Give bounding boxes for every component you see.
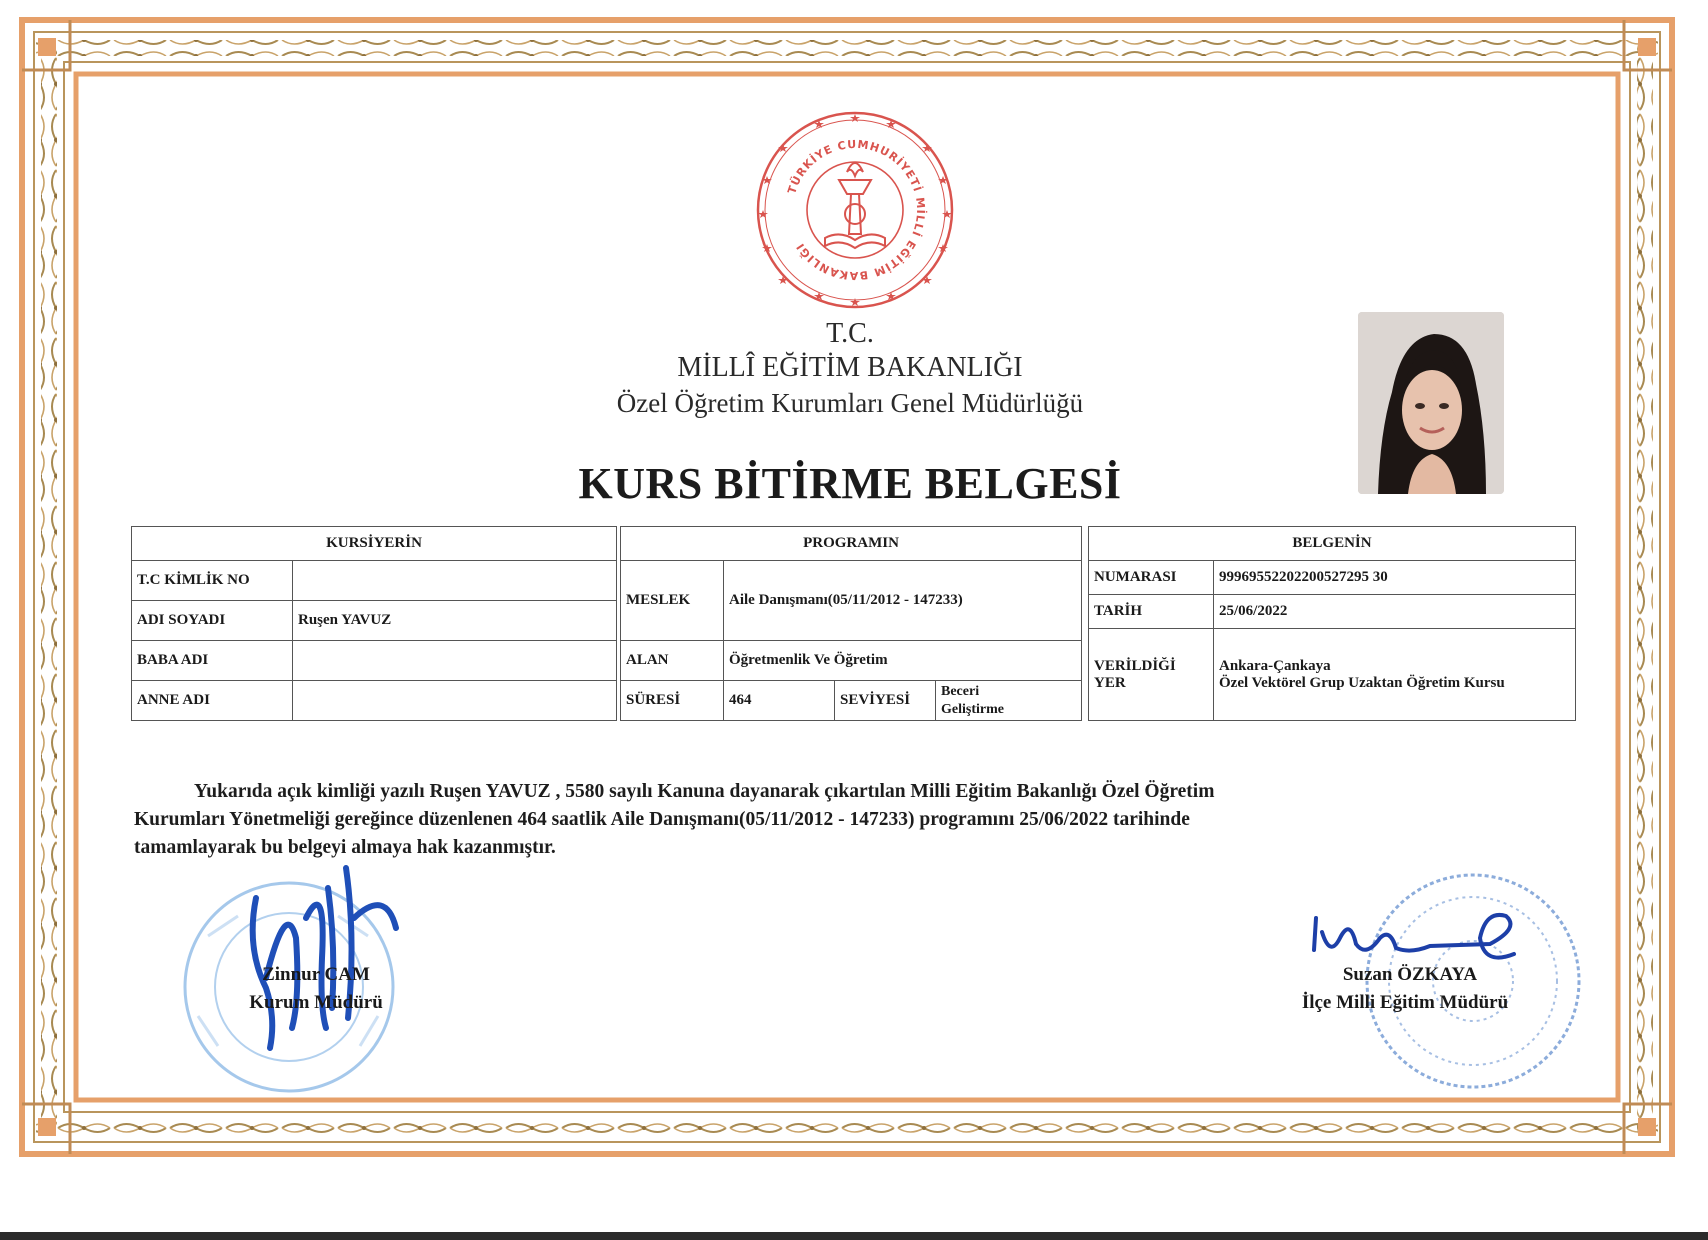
program-table [620, 526, 1082, 721]
signature-left [236, 858, 406, 1058]
header-ministry: MİLLÎ EĞİTİM BAKANLIĞI [677, 352, 1023, 383]
level-value-line2: Geliştirme [941, 701, 1004, 717]
level-label: SEVİYESİ [835, 681, 936, 721]
field-label: ALAN [621, 641, 724, 681]
place-label-line1: VERİLDİĞİ [1094, 657, 1176, 674]
place-value-line2: Özel Vektörel Grup Uzaktan Öğretim Kursu [1219, 674, 1505, 691]
statement-line3: tamamlayarak bu belgeyi almaya hak kazanmıştır. [134, 837, 556, 858]
right-signer-title: İlçe Milli Eğitim Müdürü [1301, 992, 1509, 1013]
certificate-heading: BELGENİN [1089, 527, 1576, 561]
left-signer-name: Zinnur CAM [262, 964, 370, 985]
certificate-statement [134, 778, 1574, 862]
program-heading: PROGRAMIN [621, 527, 1082, 561]
father-value [293, 641, 617, 681]
trainee-heading: KURSİYERİN [132, 527, 617, 561]
statement-line1 [134, 778, 1574, 806]
tc-value [293, 561, 617, 601]
portrait-photo [1358, 312, 1504, 494]
header-tc: T.C. [826, 318, 874, 349]
field-value: Öğretmenlik Ve Öğretim [724, 641, 1082, 681]
trainee-table [131, 526, 617, 721]
mother-value [293, 681, 617, 721]
duration-label: SÜRESİ [621, 681, 724, 721]
number-value: 99969552202200527295 30 [1214, 561, 1576, 595]
name-label: ADI SOYADI [132, 601, 293, 641]
number-label: NUMARASI [1089, 561, 1214, 595]
date-label: TARİH [1089, 595, 1214, 629]
left-signer-title: Kurum Müdürü [249, 992, 383, 1013]
statement-line1-text: Yukarıda açık kimliği yazılı Ruşen YAVUZ , 5580 sayılı Kanuna dayanarak çıkartılan Milli Eğitim Bakanlığı Özel Öğretim [194, 781, 1215, 802]
tc-label: T.C KİMLİK NO [132, 561, 293, 601]
document-title: KURS BİTİRME BELGESİ [578, 459, 1122, 508]
profession-value: Aile Danışmanı(05/11/2012 - 147233) [724, 561, 1082, 641]
father-label: BABA ADI [132, 641, 293, 681]
seal-text: TÜRKİYE CUMHURİYETİ MİLLİ EĞİTİM BAKANLIĞI [785, 137, 928, 283]
place-value-line1: Ankara-Çankaya [1219, 657, 1331, 674]
level-value-line1: Beceri [941, 683, 980, 699]
place-label-line2: YER [1094, 674, 1126, 691]
duration-value: 464 [724, 681, 835, 721]
statement-line2: Kurumları Yönetmeliği gereğince düzenlenen 464 saatlik Aile Danışmanı(05/11/2012 - 147233) programını 25/06/2022 tarihinde [134, 809, 1190, 830]
date-value: 25/06/2022 [1214, 595, 1576, 629]
header-directorate: Özel Öğretim Kurumları Genel Müdürlüğü [616, 388, 1084, 418]
mother-label: ANNE ADI [132, 681, 293, 721]
ministry-seal-logo [755, 110, 955, 310]
certificate-table [1088, 526, 1576, 721]
profession-label: MESLEK [621, 561, 724, 641]
right-signer-name: Suzan ÖZKAYA [1342, 964, 1478, 985]
name-value: Ruşen YAVUZ [293, 601, 617, 641]
